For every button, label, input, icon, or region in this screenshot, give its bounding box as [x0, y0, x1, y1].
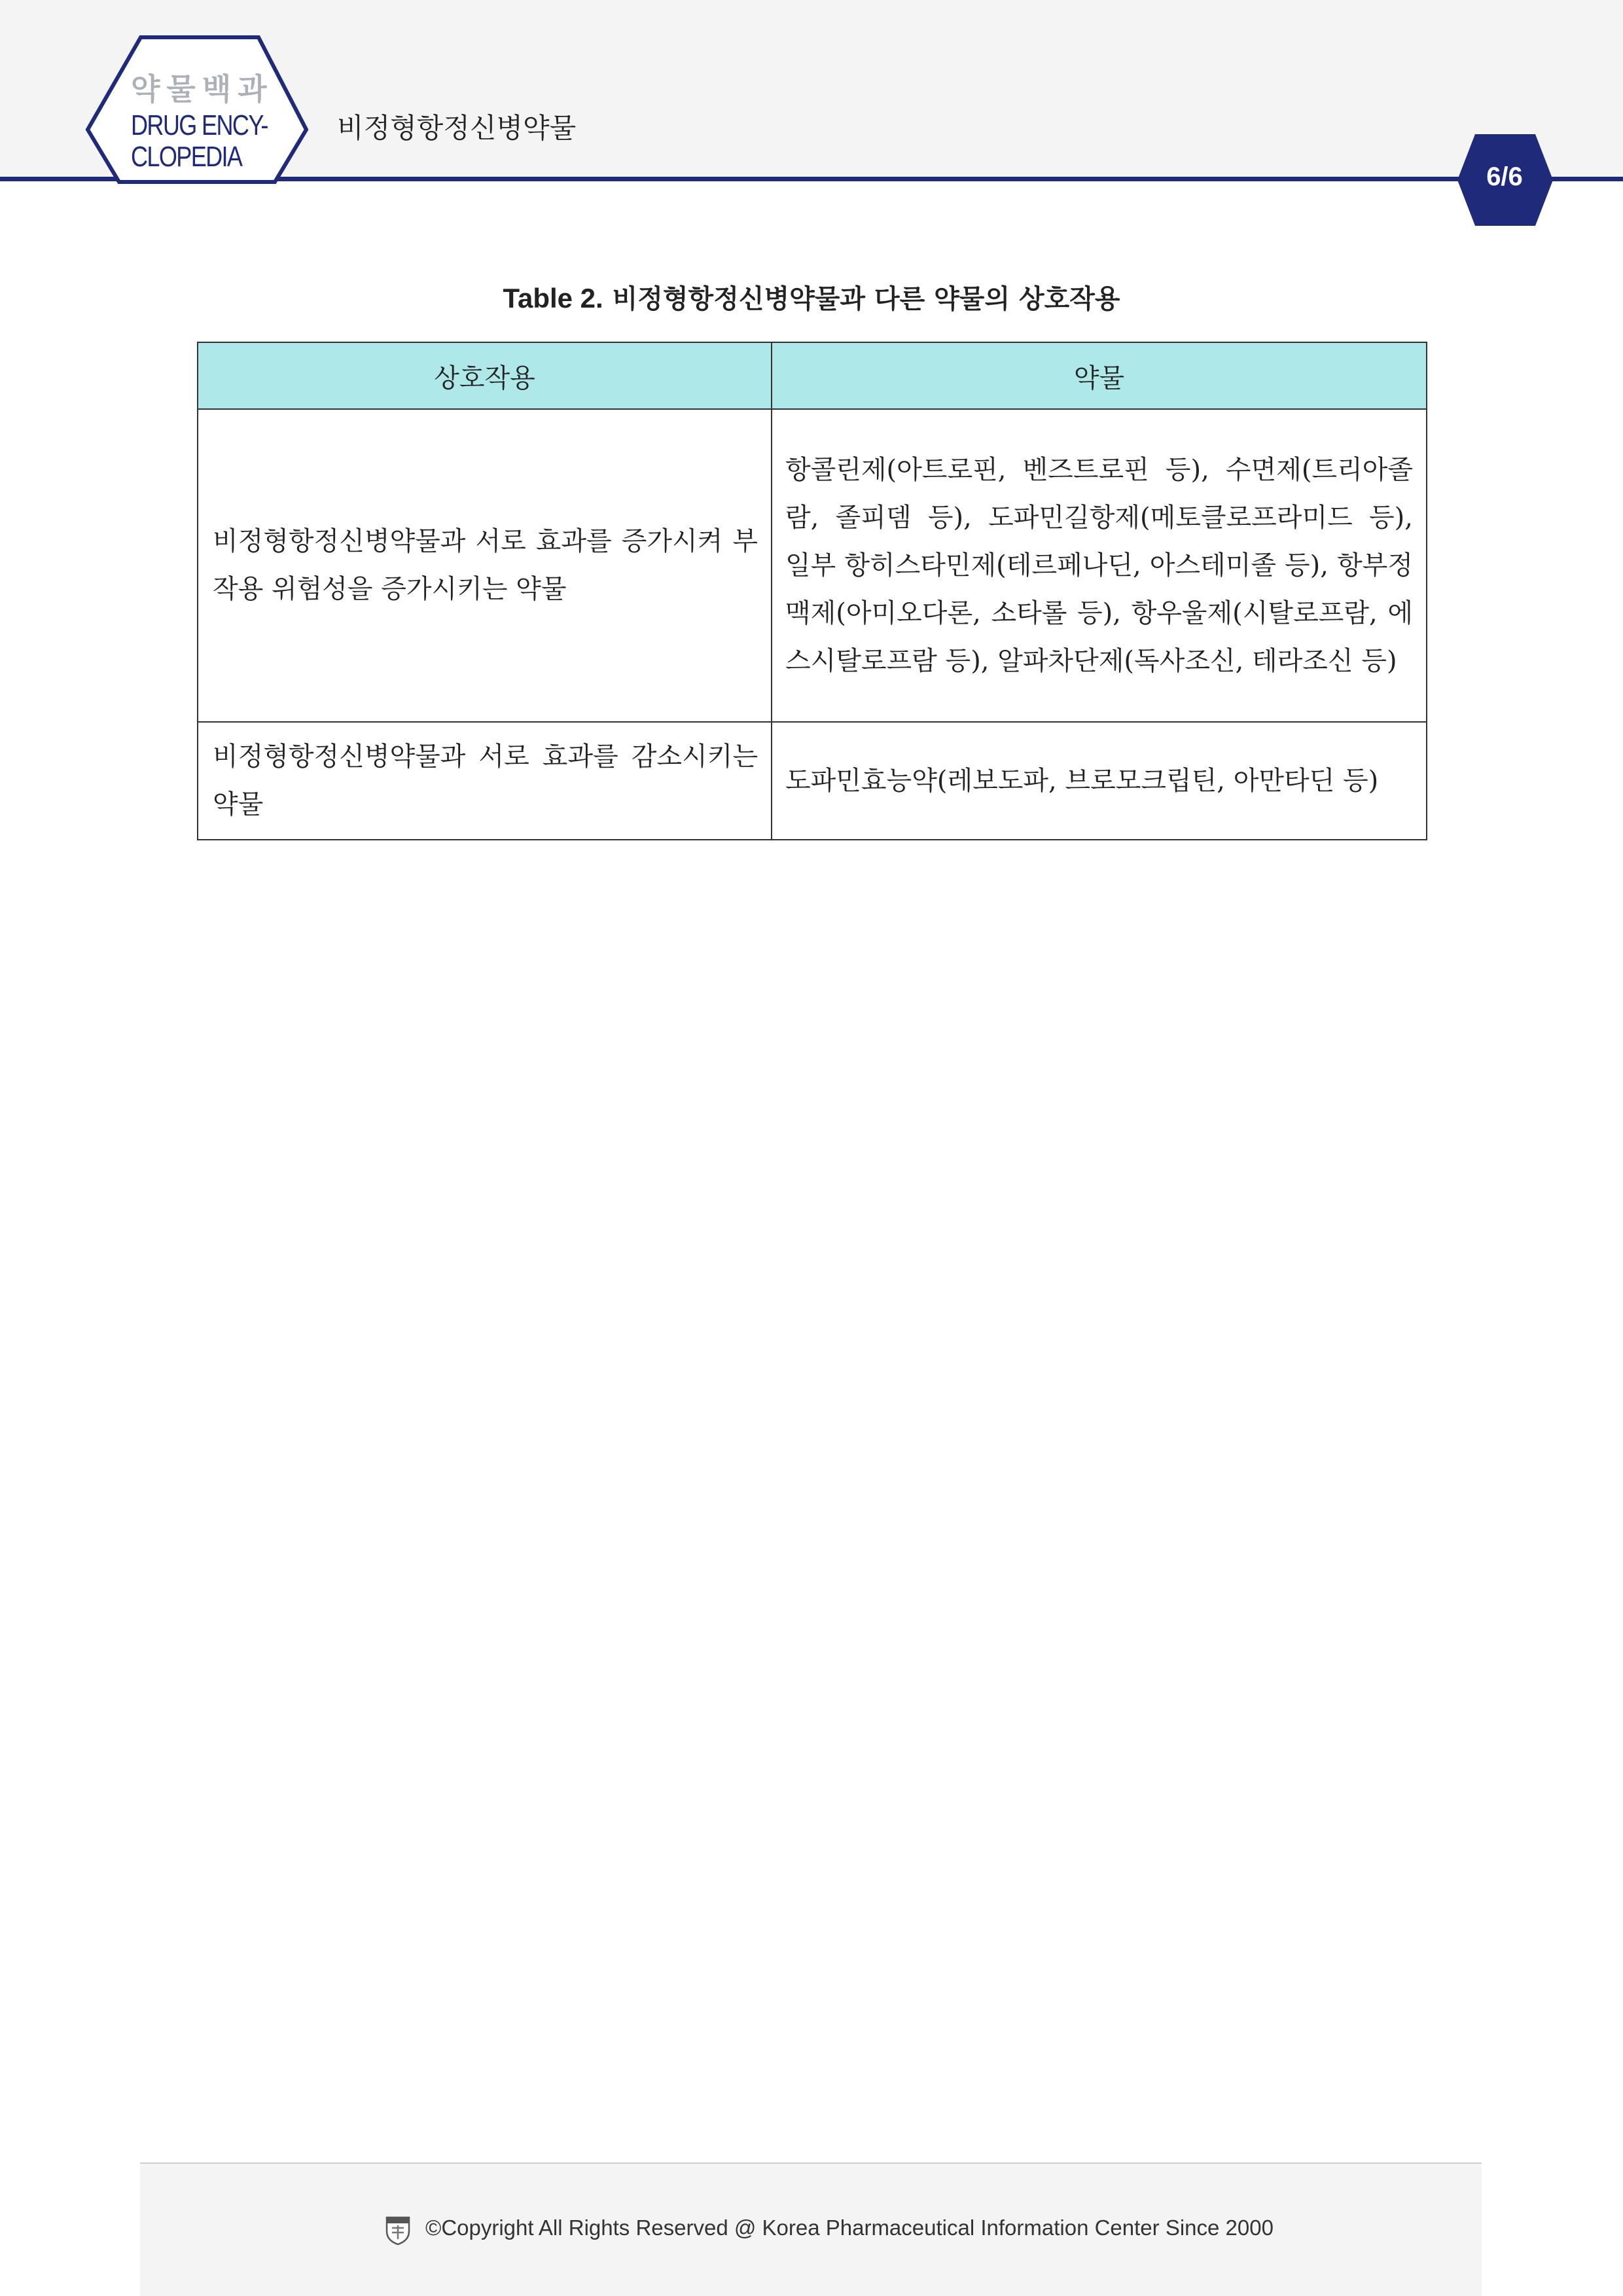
drugs-cell: 항콜린제(아트로핀, 벤즈트로핀 등), 수면제(트리아졸람, 졸피뎀 등), 도파민길항제(메토클로프라미드 등), 일부 항히스타민제(테르페나딘, 아스테미졸 등), 항부정맥제(아미오다론, 소타롤 등), 항우울제(시탈로프람, 에스시탈로프람 등), 알파차단제(독사조신, 테라조신 등) [772, 409, 1427, 722]
logo-korean-text: 약물백과 [131, 71, 274, 107]
document-title: 비정형항정신병약물 [337, 112, 577, 144]
table-row [198, 722, 1427, 840]
page-number: 6/6 [1486, 162, 1523, 191]
logo-english-line2: CLOPEDIA [131, 141, 242, 173]
logo-english-text [131, 110, 268, 173]
column-header-drugs: 약물 [772, 342, 1427, 409]
table-row [198, 409, 1427, 722]
interaction-cell: 비정형항정신병약물과 서로 효과를 감소시키는 약물 [198, 722, 772, 840]
table-header-row [198, 342, 1427, 409]
column-header-interaction: 상호작용 [198, 342, 772, 409]
table-caption [0, 278, 1623, 315]
interaction-cell: 비정형항정신병약물과 서로 효과를 증가시켜 부작용 위험성을 증가시키는 약물 [198, 409, 772, 722]
kpic-shield-icon [385, 2215, 411, 2246]
interaction-table [197, 342, 1427, 840]
footer-copyright: ©Copyright All Rights Reserved @ Korea Pharmaceutical Information Center Since 2000 [425, 2215, 1274, 2240]
table-caption-label: Table 2. [503, 283, 603, 314]
table-caption-text: 비정형항정신병약물과 다른 약물의 상호작용 [612, 284, 1120, 314]
drugs-cell: 도파민효능약(레보도파, 브로모크립틴, 아만타딘 등) [772, 722, 1427, 840]
logo-english-line1: DRUG ENCY- [131, 109, 268, 141]
